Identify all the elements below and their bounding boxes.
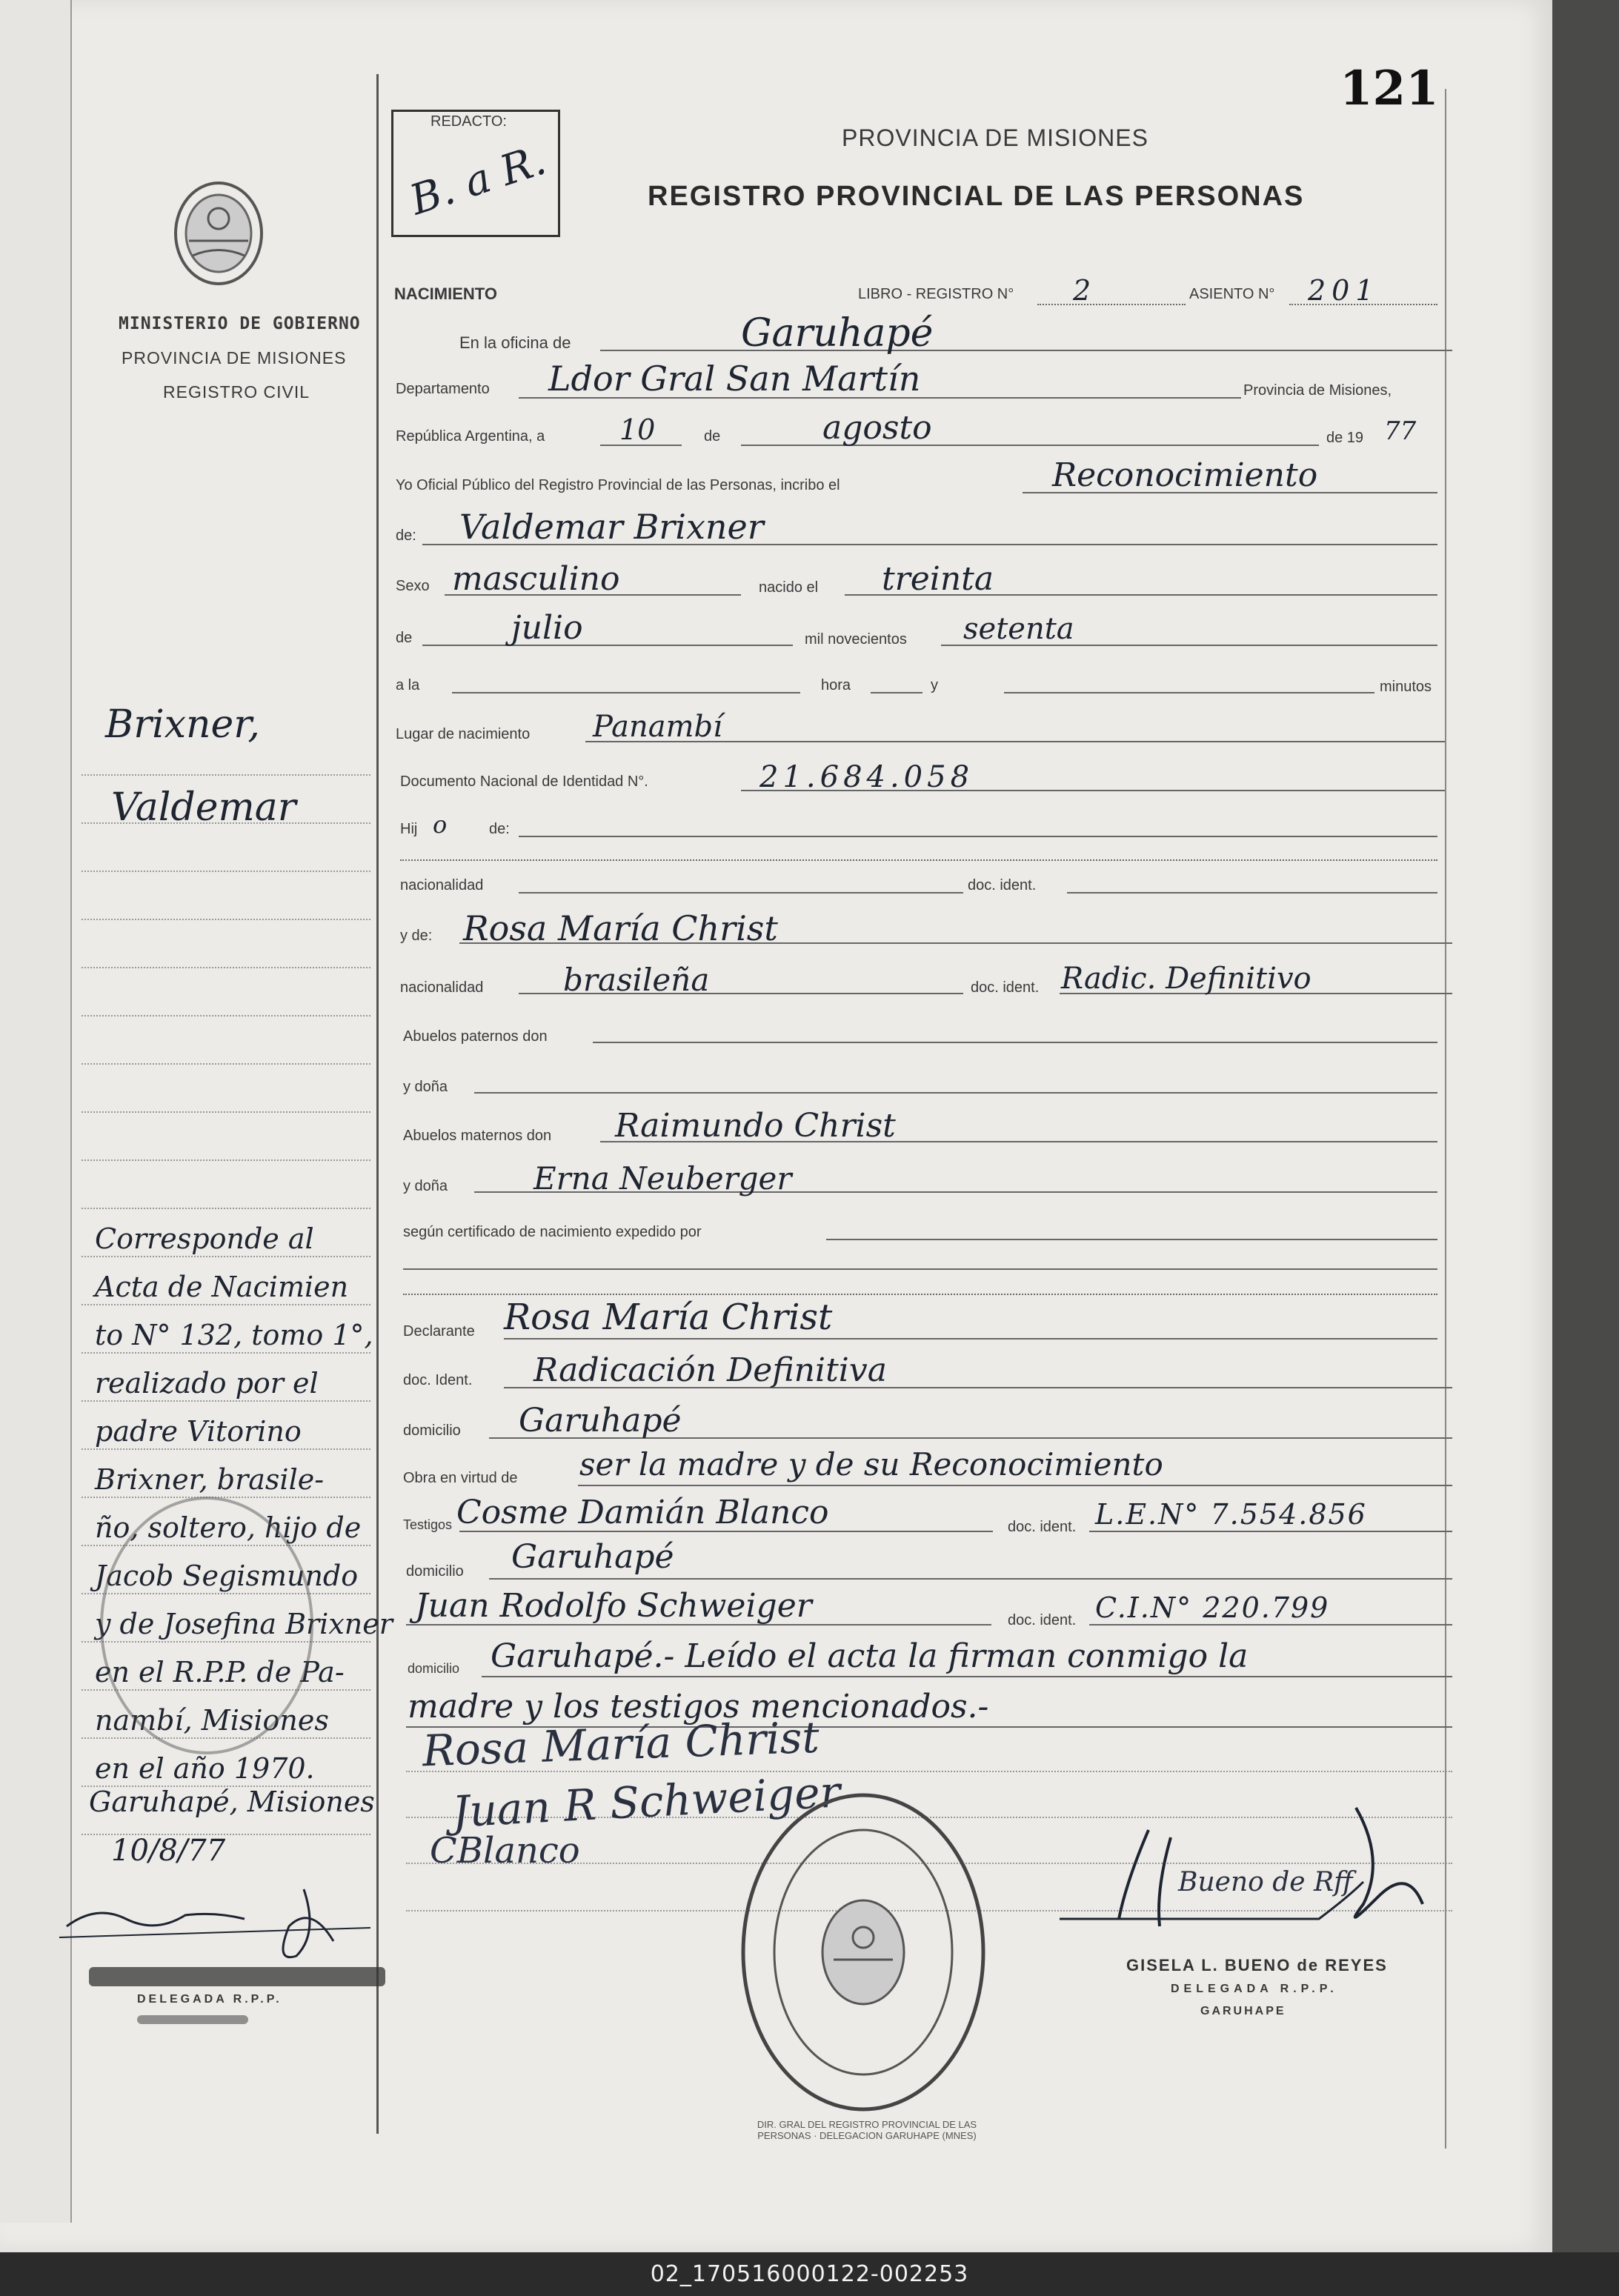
departamento-value: Ldor Gral San Martín — [548, 359, 921, 399]
docident-label: doc. Ident. — [403, 1372, 473, 1388]
mil-value: setenta — [963, 612, 1074, 646]
margin-surname: Brixner, — [105, 702, 260, 747]
y-label: y — [931, 677, 938, 693]
republica-label: República Argentina, a — [396, 428, 545, 445]
nacionalidad2-value: brasileña — [563, 962, 710, 998]
domicilio-label: domicilio — [403, 1422, 461, 1439]
dni-label: Documento Nacional de Identidad N°. — [400, 773, 648, 790]
ydona2-label: y doña — [403, 1178, 448, 1194]
sexo-value: masculino — [452, 560, 620, 598]
hora-label: hora — [821, 677, 851, 693]
asiento-label: ASIENTO N° — [1189, 286, 1275, 302]
book-edge — [1552, 0, 1619, 2252]
nacionalidad-label: nacionalidad — [400, 877, 484, 894]
domicilio-value: Garuhapé — [519, 1402, 682, 1440]
signature-witness-1: CBlanco — [430, 1830, 580, 1871]
abuelos-maternos-label: Abuelos maternos don — [403, 1128, 552, 1144]
mil-label: mil novecientos — [805, 631, 907, 648]
sexo-label: Sexo — [396, 578, 430, 594]
coat-of-arms-icon — [170, 178, 267, 289]
domicilio3-value: Garuhapé.- Leído el acta la firman conmigo la — [491, 1637, 1249, 1675]
ministry-label: MINISTERIO DE GOBIERNO — [119, 314, 361, 333]
round-seal-text: DIR. GRAL DEL REGISTRO PROVINCIAL DE LAS PERSONAS · DELEGACION GARUHAPE (MNES) — [757, 2119, 977, 2141]
margin-date: 10/8/77 — [111, 1834, 226, 1868]
note-line: Corresponde al — [95, 1222, 314, 1255]
dia-value: 10 — [619, 413, 656, 446]
signature-witness-2: Juan R Schweiger — [451, 1766, 842, 1837]
margin-name: Valdemar — [111, 785, 296, 830]
ala-label: a la — [396, 677, 420, 693]
domicilio2-label: domicilio — [406, 1563, 464, 1580]
left-round-seal — [100, 1497, 313, 1754]
testigo1-doc-value: L.E.N° 7.554.856 — [1095, 1498, 1367, 1531]
lugar-label: Lugar de nacimiento — [396, 726, 531, 742]
note-line: Acta de Nacimien — [95, 1271, 349, 1303]
minutos-label: minutos — [1380, 679, 1432, 695]
asiento-value: 201 — [1308, 274, 1380, 307]
note-line: Jacob Segismundo — [95, 1560, 359, 1592]
note-line: to N° 132, tomo 1°, — [95, 1319, 373, 1351]
testigos-label: Testigos — [403, 1517, 453, 1532]
note-line: en el R.P.P. de Pa- — [95, 1656, 345, 1688]
libro-label: LIBRO - REGISTRO N° — [858, 286, 1014, 302]
abuelos-paternos-label: Abuelos paternos don — [403, 1028, 548, 1045]
left-stamp-line — [89, 1967, 385, 1986]
declarante-value: Rosa María Christ — [504, 1297, 833, 1338]
margin-place: Garuhapé, Misiones — [89, 1786, 375, 1818]
redacto-box — [391, 110, 560, 237]
de2-label: de: — [396, 528, 416, 544]
anio-label: de 19 — [1326, 430, 1364, 446]
nacido-label: nacido el — [759, 579, 819, 596]
docident-value: Radicación Definitiva — [533, 1351, 887, 1389]
nacimiento-label: NACIMIENTO — [394, 284, 497, 303]
note-line: padre Vitorino — [95, 1415, 302, 1448]
domicilio3-label: domicilio — [408, 1661, 460, 1676]
redacto-value: B. a R. — [404, 136, 552, 225]
footer-id: 02_170516000122-002253 — [650, 2261, 969, 2287]
oficial-label: Yo Oficial Público del Registro Provincial de las Personas, incribo el — [396, 477, 840, 493]
official-stamp-name: GISELA L. BUENO de REYES — [1126, 1956, 1388, 1974]
note-line: ño, soltero, hijo de — [95, 1511, 362, 1544]
official-signature-text: Bueno de Rff — [1178, 1867, 1353, 1897]
civil-registry-label: REGISTRO CIVIL — [163, 382, 310, 402]
hijo-label: Hij — [400, 821, 418, 837]
continuation-value: madre y los testigos mencionados.- — [408, 1688, 989, 1726]
anio-value: 77 — [1384, 416, 1417, 446]
oficial-value: Reconocimiento — [1052, 456, 1318, 494]
dni-value: 21.684.058 — [759, 760, 974, 794]
testigo2-value: Juan Rodolfo Schweiger — [415, 1587, 812, 1625]
departamento-label: Departamento — [396, 381, 490, 397]
nombre-value: Valdemar Brixner — [459, 507, 764, 547]
doc-ident-label: doc. ident. — [968, 877, 1037, 894]
page-number: 121 — [1340, 61, 1439, 116]
nacionalidad2-label: nacionalidad — [400, 979, 484, 996]
testigo2-doc-value: C.I.N° 220.799 — [1095, 1591, 1330, 1624]
oficina-label: En la oficina de — [459, 333, 571, 352]
segun-label: según certificado de nacimiento expedido por — [403, 1224, 702, 1240]
oficina-value: Garuhapé — [741, 311, 934, 356]
provincia-label: Provincia de Misiones, — [1243, 382, 1392, 399]
header-registry: REGISTRO PROVINCIAL DE LAS PERSONAS — [648, 181, 1305, 212]
left-signature — [52, 1874, 378, 1971]
testigo1-value: Cosme Damián Blanco — [456, 1494, 829, 1531]
de-label: de — [704, 428, 721, 445]
de3-label: de — [396, 630, 413, 646]
note-line: en el año 1970. — [95, 1752, 315, 1785]
nacido-value: treinta — [882, 560, 994, 598]
hijo-de-label: de: — [489, 821, 510, 837]
doc-ident2-value: Radic. Definitivo — [1061, 962, 1312, 996]
redacto-label: REDACTO: — [430, 113, 507, 130]
lugar-value: Panambí — [593, 710, 722, 744]
doc-ident2-label: doc. ident. — [971, 979, 1040, 996]
left-province-label: PROVINCIA DE MISIONES — [122, 348, 347, 367]
hijo-suffix: o — [433, 811, 448, 839]
obra-label: Obra en virtud de — [403, 1470, 518, 1486]
libro-value: 2 — [1073, 274, 1091, 307]
mes-value: agosto — [822, 409, 932, 447]
footer-id-bar — [0, 2252, 1619, 2296]
left-stamp-town — [137, 2015, 248, 2024]
yde-label: y de: — [400, 928, 433, 944]
domicilio2-value: Garuhapé — [511, 1538, 674, 1576]
madre-value: Rosa María Christ — [463, 908, 778, 948]
testigo2-doc-label: doc. ident. — [1008, 1612, 1077, 1628]
obra-value: ser la madre y de su Reconocimiento — [579, 1446, 1163, 1483]
ydona-label: y doña — [403, 1079, 448, 1095]
registry-round-seal — [737, 1789, 989, 2115]
header-province: PROVINCIA DE MISIONES — [842, 124, 1148, 151]
margin-rule — [376, 74, 379, 2134]
official-stamp-town: GARUHAPE — [1200, 2005, 1286, 2017]
note-line: Brixner, brasile- — [95, 1463, 325, 1496]
abuelo-materno-value: Raimundo Christ — [615, 1107, 896, 1145]
mes-nac-value: julio — [511, 609, 583, 647]
testigo1-doc-label: doc. ident. — [1008, 1519, 1077, 1535]
abuela-materna-value: Erna Neuberger — [533, 1160, 792, 1197]
declarante-label: Declarante — [403, 1323, 475, 1340]
note-line: nambí, Misiones — [95, 1704, 329, 1737]
left-stamp-delegada: DELEGADA R.P.P. — [137, 1993, 282, 2006]
official-stamp-delegada: DELEGADA R.P.P. — [1171, 1983, 1338, 1995]
note-line: y de Josefina Brixner — [95, 1608, 393, 1640]
note-line: realizado por el — [95, 1367, 319, 1400]
signature-mother: Rosa María Christ — [421, 1711, 820, 1777]
